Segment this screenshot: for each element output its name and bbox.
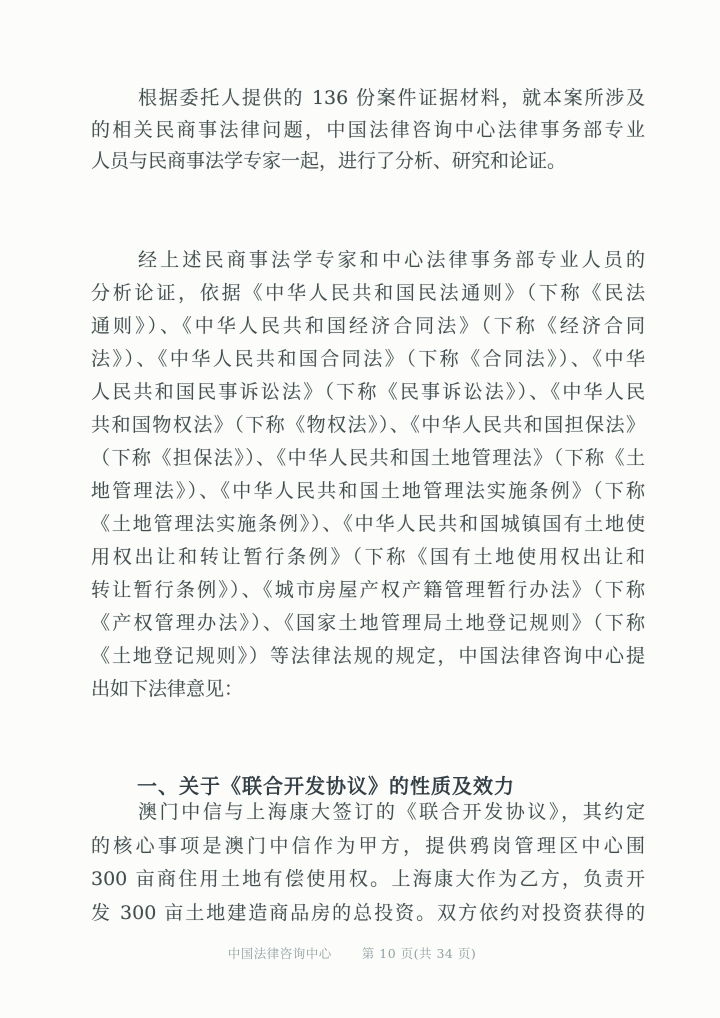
text-line: 《产权管理办法》）、《国家土地管理局土地登记规则》（下称: [91, 612, 645, 634]
paragraph-legal-basis: [91, 244, 645, 706]
text-line: 《土地登记规则》）等法律法规的规定，中国法律咨询中心提: [91, 645, 645, 667]
text-line: 人员与民商事法学专家一起，进行了分析、研究和论证。: [91, 150, 567, 172]
text-line: 法》）、《中华人民共和国合同法》（下称《合同法》）、《中华: [91, 348, 645, 370]
text-line: 通则》）、《中华人民共和国经济合同法》（下称《经济合同: [91, 315, 645, 337]
text-line: 共和国物权法》（下称《物权法》）、《中华人民共和国担保法》: [91, 414, 645, 436]
text-line: 300 亩商住用土地有偿使用权。上海康大作为乙方，负责开: [91, 868, 645, 890]
paragraph-intro: [91, 83, 645, 178]
footer-organization: 中国法律咨询中心: [227, 946, 332, 961]
text-line: 澳门中信与上海康大签订的《联合开发协议》，其约定: [138, 801, 645, 823]
text-line: 分析论证，依据《中华人民共和国民法通则》（下称《民法: [91, 282, 645, 304]
text-line: 发 300 亩土地建造商品房的总投资。双方依约对投资获得的: [91, 901, 645, 924]
text-line: 转让暂行条例》）、《城市房屋产权产籍管理暂行办法》（下称: [91, 579, 645, 601]
text-line: 的核心事项是澳门中信作为甲方，提供鸦岗管理区中心围: [91, 834, 645, 857]
section-heading: 一、关于《联合开发协议》的性质及效力: [137, 774, 515, 798]
text-line: 经上述民商事法学专家和中心法律事务部专业人员的: [138, 249, 645, 271]
text-line: 的相关民商事法律问题，中国法律咨询中心法律事务部专业: [91, 118, 645, 141]
text-line: 《土地管理法实施条例》）、《中华人民共和国城镇国有土地使: [91, 513, 645, 535]
page-footer: [0, 946, 712, 962]
text-line: 根据委托人提供的 136 份案件证据材料，就本案所涉及: [138, 87, 645, 109]
paragraph-agreement-analysis: [91, 796, 645, 930]
text-line: 出如下法律意见：: [91, 678, 244, 700]
text-line: 人民共和国民事诉讼法》（下称《民事诉讼法》）、《中华人民: [91, 381, 645, 403]
text-line: 用权出让和转让暂行条例》（下称《国有土地使用权出让和: [91, 546, 645, 568]
text-line: （下称《担保法》）、《中华人民共和国土地管理法》（下称《土: [91, 447, 645, 469]
footer-page-indicator: 第 10 页(共 34 页): [361, 946, 477, 961]
text-line: 地管理法》）、《中华人民共和国土地管理法实施条例》（下称: [91, 480, 645, 502]
